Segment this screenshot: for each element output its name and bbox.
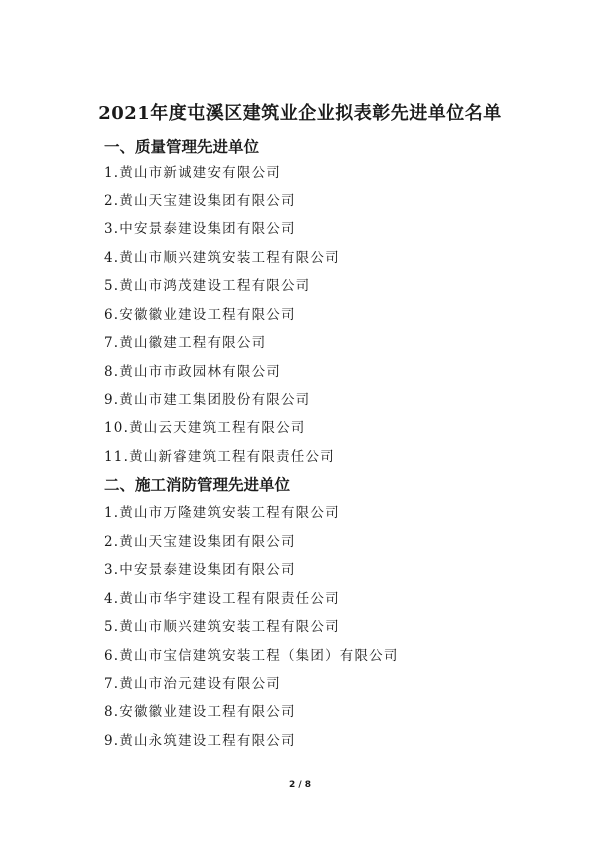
list-item: 5.黄山市鸿茂建设工程有限公司 <box>104 278 311 294</box>
list-item: 11.黄山新睿建筑工程有限责任公司 <box>104 449 335 465</box>
list-item: 7.黄山徽建工程有限公司 <box>104 335 267 351</box>
list-item: 1.黄山市万隆建筑安装工程有限公司 <box>104 505 340 521</box>
list-item: 2.黄山天宝建设集团有限公司 <box>104 193 296 209</box>
document-title: 2021年度屯溪区建筑业企业拟表彰先进单位名单 <box>98 103 502 124</box>
list-item: 4.黄山市华宇建设工程有限责任公司 <box>104 591 340 607</box>
list-item: 7.黄山市治元建设有限公司 <box>104 676 281 692</box>
list-item: 8.安徽徽业建设工程有限公司 <box>104 704 296 720</box>
list-item: 9.黄山永筑建设工程有限公司 <box>104 733 296 749</box>
section-heading-fire-safety: 二、施工消防管理先进单位 <box>104 475 291 494</box>
list-item: 6.黄山市宝信建筑安装工程（集团）有限公司 <box>104 648 399 664</box>
list-item: 9.黄山市建工集团股份有限公司 <box>104 392 311 408</box>
page-number: 2 / 8 <box>288 780 312 790</box>
list-item: 2.黄山天宝建设集团有限公司 <box>104 534 296 550</box>
list-item: 3.中安景泰建设集团有限公司 <box>104 562 296 578</box>
list-item: 4.黄山市顺兴建筑安装工程有限公司 <box>104 250 340 266</box>
list-item: 10.黄山云天建筑工程有限公司 <box>104 420 306 436</box>
section-heading-quality: 一、质量管理先进单位 <box>104 137 260 156</box>
list-item: 3.中安景泰建设集团有限公司 <box>104 221 296 237</box>
list-item: 5.黄山市顺兴建筑安装工程有限公司 <box>104 619 340 635</box>
list-item: 6.安徽徽业建设工程有限公司 <box>104 307 296 323</box>
list-item: 1.黄山市新诚建安有限公司 <box>104 165 281 181</box>
list-item: 8.黄山市市政园林有限公司 <box>104 364 281 380</box>
